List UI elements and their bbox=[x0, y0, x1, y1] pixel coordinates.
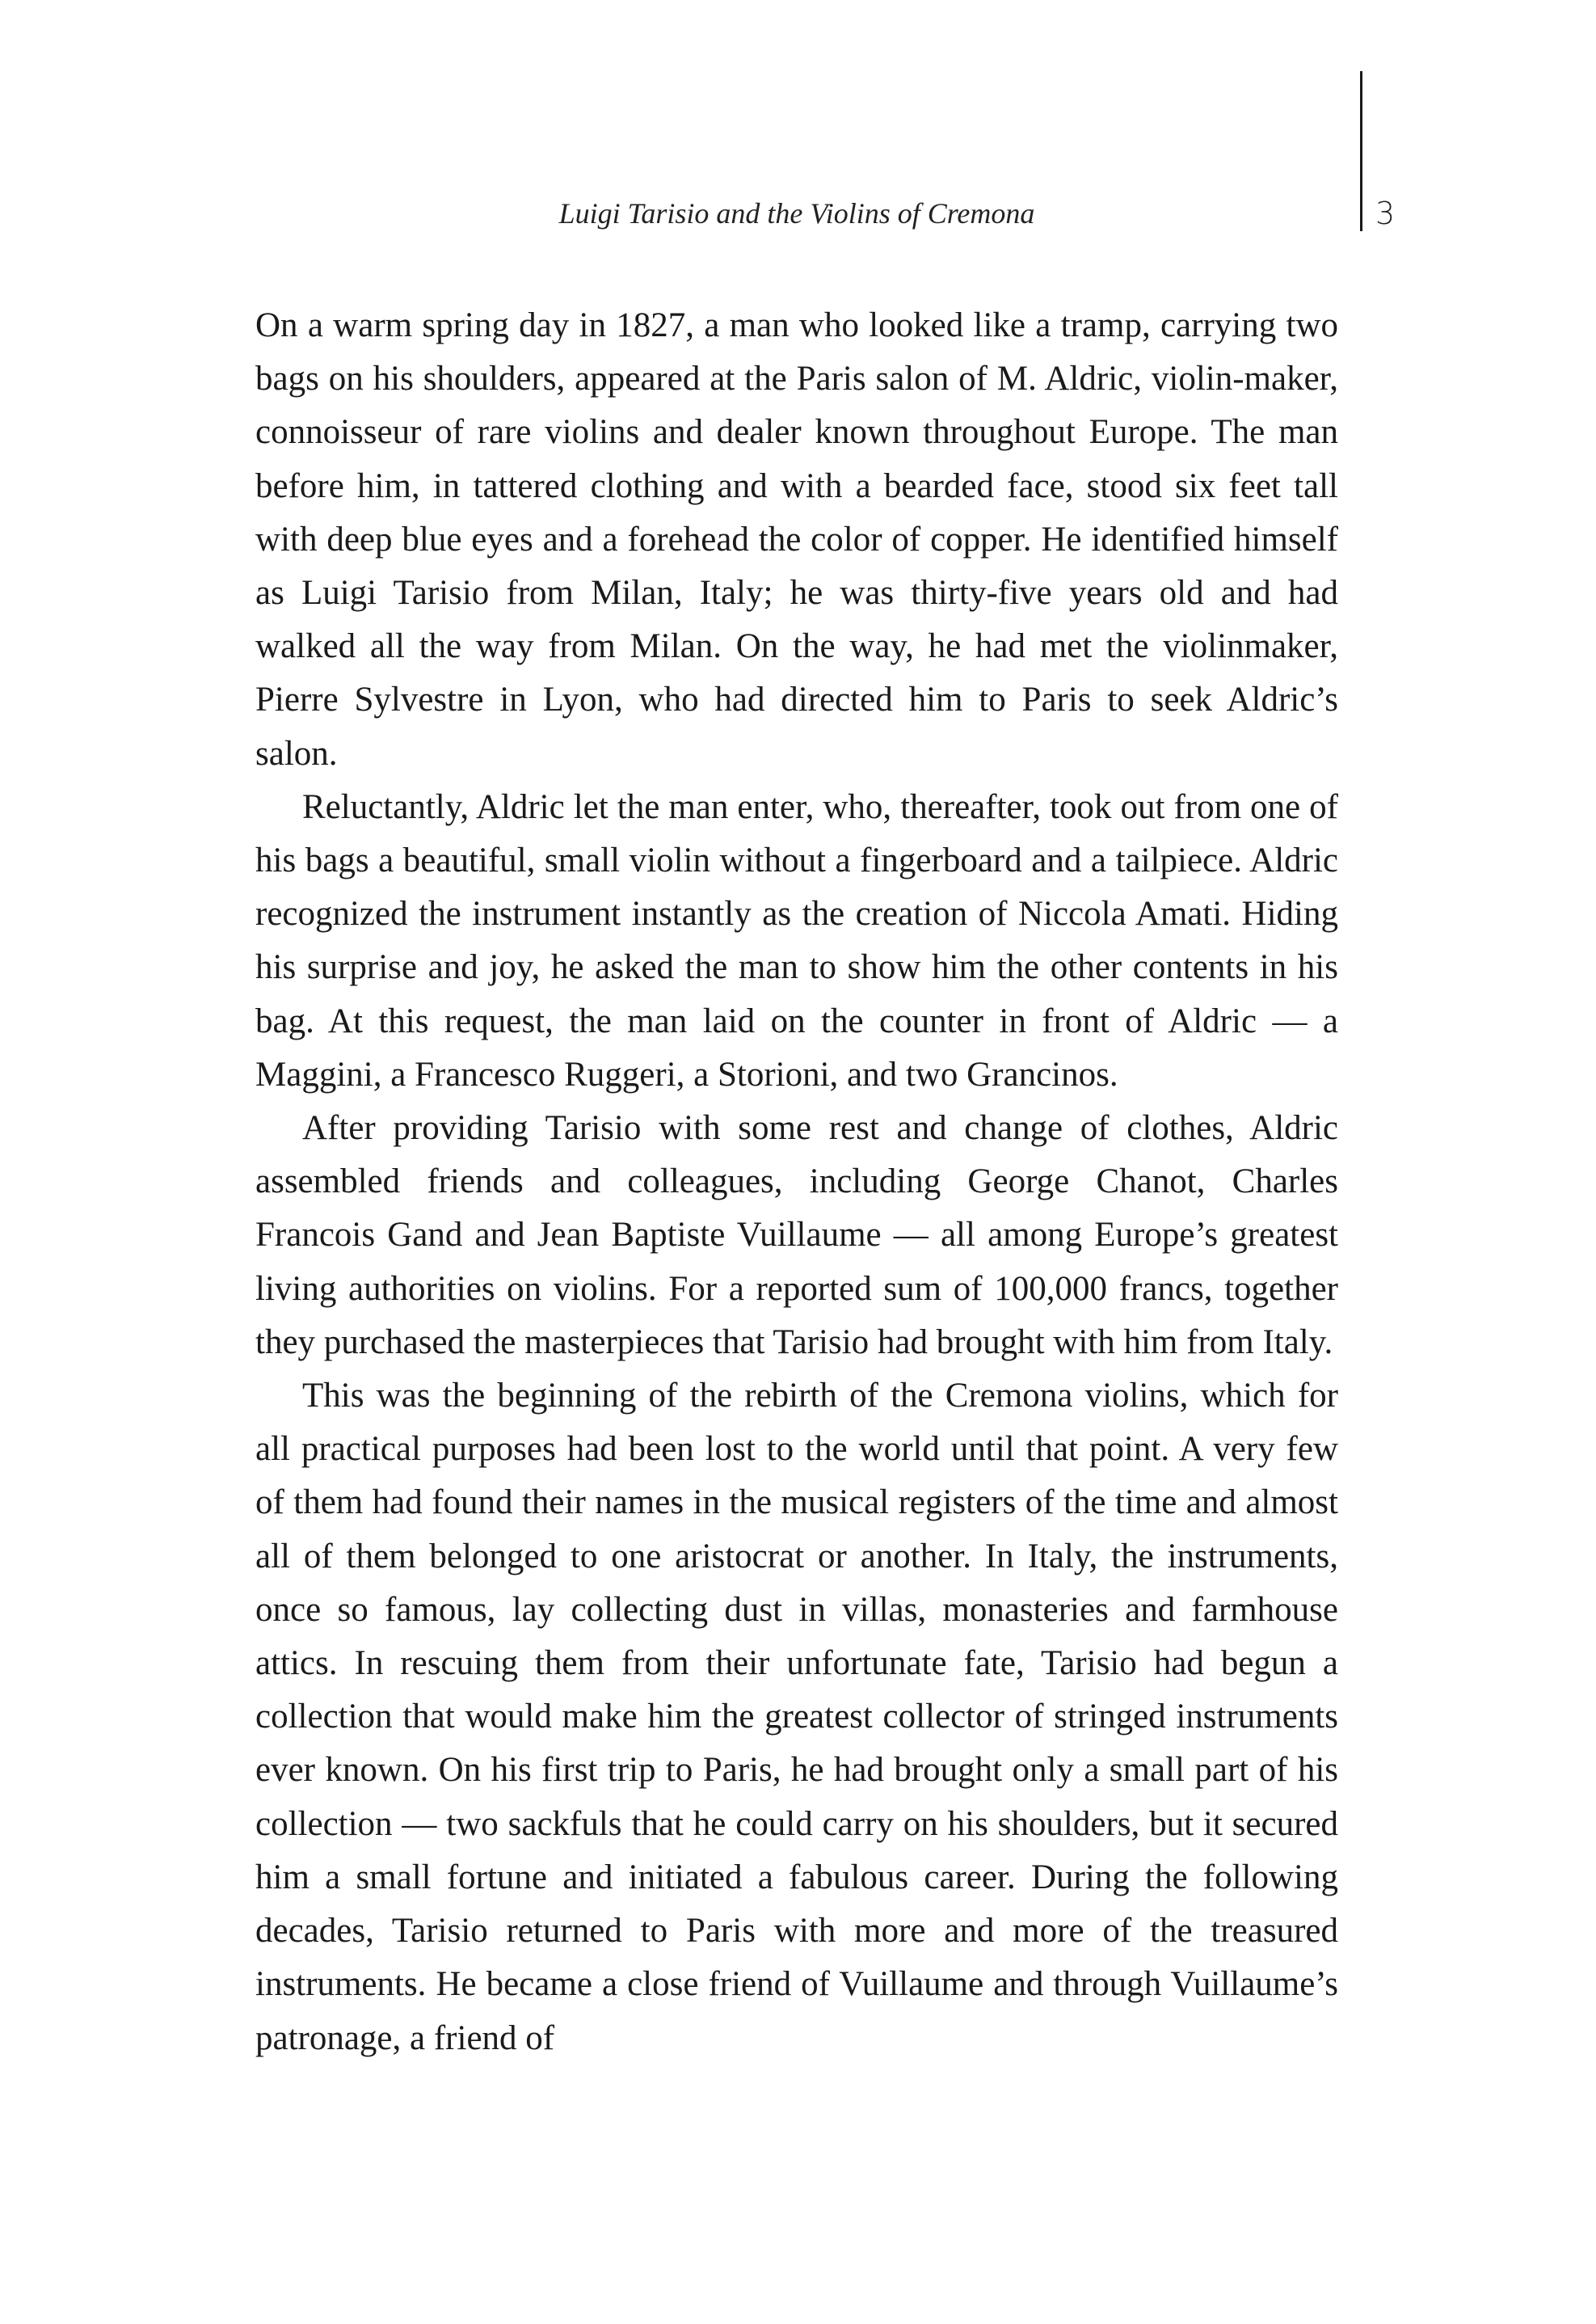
paragraph-3: After providing Tarisio with some rest and change of clothes, Aldric assembled friends and colleagues, including George Chanot, Charles Francois Gand and Jean Baptiste Vuillaume — all among Europe’s greatest living authorities on violins. For a reported sum of 100,000 francs, together they purchased the masterpieces that Tarisio had brought with him from Italy. bbox=[255, 1109, 1338, 1361]
running-head-title: Luigi Tarisio and the Violins of Cremona bbox=[558, 197, 1035, 230]
folio-rule-divider bbox=[1360, 71, 1362, 231]
body-text bbox=[255, 299, 1338, 2065]
page-number: 3 bbox=[1375, 196, 1396, 231]
paragraph-4: This was the beginning of the rebirth of the Cremona violins, which for all practical purposes had been lost to the world until that point. A very few of them had found their names in the musical registers of the time and almost all of them belonged to one aristocrat or another. In Italy, the instruments, once so famous, lay collecting dust in villas, monasteries and farmhouse attics. In rescuing them from their unfortunate fate, Tarisio had begun a collection that would make him the greatest collector of stringed instruments ever known. On his first trip to Paris, he had brought only a small part of his collection — two sackfuls that he could carry on his shoulders, but it secured him a small fortune and initiated a fabulous career. During the following decades, Tarisio returned to Paris with more and more of the treasured instruments. He became a close friend of Vuillaume and through Vuillaume’s patronage, a friend of bbox=[255, 1377, 1338, 2057]
paragraph-1: On a warm spring day in 1827, a man who looked like a tramp, carrying two bags on his shoulders, appeared at the Paris salon of M. Aldric, violin-maker, connoisseur of rare violins and dealer known throughout Europe. The man before him, in tattered clothing and with a bearded face, stood six feet tall with deep blue eyes and a forehead the color of copper. He identified himself as Luigi Tarisio from Milan, Italy; he was thirty-five years old and had walked all the way from Milan. On the way, he had met the violinmaker, Pierre Sylvestre in Lyon, who had directed him to Paris to seek Aldric’s salon. bbox=[255, 306, 1338, 773]
paragraph-2: Reluctantly, Aldric let the man enter, who, thereafter, took out from one of his bags a beautiful, small violin without a fingerboard and a tailpiece. Aldric recognized the instrument instantly as the creation of Niccola Amati. Hiding his surprise and joy, he asked the man to show him the other contents in his bag. At this request, the man laid on the counter in front of Aldric — a Maggini, a Francesco Ruggeri, a Storioni, and two Grancinos. bbox=[255, 787, 1338, 1094]
